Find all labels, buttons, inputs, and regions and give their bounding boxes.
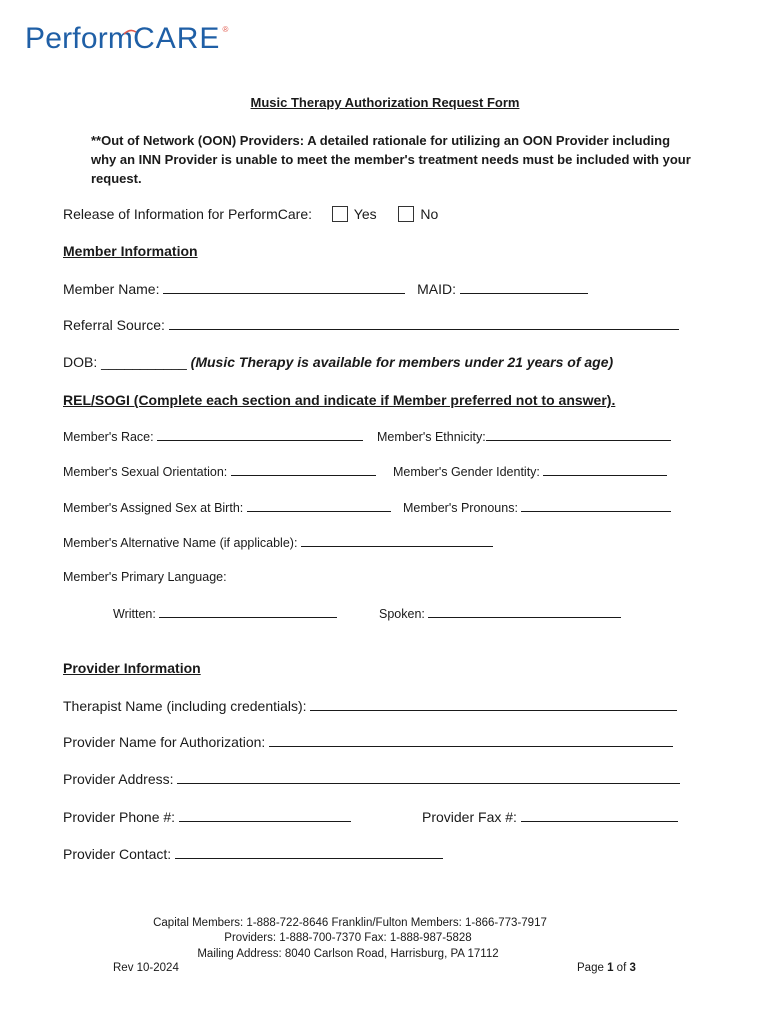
member-name-label: Member Name: (63, 281, 160, 297)
sex-row (63, 499, 391, 515)
footer-members-phones: Capital Members: 1-888-722-8646 Franklin/Fulton Members: 1-866-773-7917 (153, 917, 547, 929)
contact-row (63, 846, 443, 862)
member-name-row (63, 281, 588, 297)
altname-label: Member's Alternative Name (if applicable): (63, 536, 298, 550)
pronouns-label: Member's Pronouns: (403, 501, 518, 515)
relsogi-heading: REL/SOGI (Complete each section and indicate if Member preferred not to answer). (63, 392, 616, 408)
race-field[interactable] (157, 428, 363, 441)
sex-field[interactable] (247, 499, 391, 512)
fax-field[interactable] (521, 809, 678, 822)
gender-field[interactable] (543, 463, 667, 476)
pronouns-row (403, 499, 671, 515)
logo-arc-icon (123, 29, 137, 35)
oon-note: **Out of Network (OON) Providers: A detailed rationale for utilizing an OON Provider including why an INN Provider is unable to meet the member's treatment needs must be included with your request. (91, 133, 691, 186)
referral-label: Referral Source: (63, 317, 165, 333)
logo-registered-mark: ® (222, 25, 229, 34)
therapist-field[interactable] (310, 698, 677, 711)
ethnicity-row (377, 428, 671, 444)
phone-label: Provider Phone #: (63, 809, 176, 825)
address-label: Provider Address: (63, 771, 174, 787)
release-yes-label: Yes (353, 206, 377, 222)
orientation-label: Member's Sexual Orientation: (63, 465, 228, 479)
referral-field[interactable] (169, 317, 679, 330)
dob-label: DOB: (63, 354, 98, 370)
fax-row (422, 809, 678, 825)
release-row (63, 206, 438, 222)
altname-field[interactable] (301, 534, 493, 547)
footer-mailing-address: Mailing Address: 8040 Carlson Road, Harrisburg, PA 17112 (197, 948, 499, 960)
ethnicity-field[interactable] (486, 428, 671, 441)
spoken-label: Spoken: (379, 607, 425, 621)
dob-note: (Music Therapy is available for members under 21 years of age) (190, 354, 614, 370)
footer-page-number (577, 962, 636, 974)
release-no-checkbox[interactable] (398, 206, 414, 222)
gender-row (393, 463, 667, 479)
spoken-row (379, 605, 621, 621)
race-row (63, 428, 363, 444)
release-no-label: No (420, 206, 439, 222)
dob-row (63, 354, 613, 370)
footer-revision: Rev 10-2024 (113, 962, 179, 974)
referral-row (63, 317, 679, 333)
therapist-label: Therapist Name (including credentials): (63, 698, 307, 714)
written-field[interactable] (159, 605, 337, 618)
spoken-field[interactable] (428, 605, 621, 618)
maid-label: MAID: (417, 281, 457, 297)
logo-care-text: CARE (133, 22, 221, 55)
auth-name-row (63, 734, 673, 750)
member-info-heading: Member Information (63, 243, 198, 259)
gender-label: Member's Gender Identity: (393, 465, 540, 479)
contact-field[interactable] (175, 846, 443, 859)
orientation-row (63, 463, 376, 479)
sex-label: Member's Assigned Sex at Birth: (63, 501, 244, 515)
release-label: Release of Information for PerformCare: (63, 206, 312, 222)
member-name-field[interactable] (163, 281, 405, 294)
maid-field[interactable] (460, 281, 588, 294)
written-label: Written: (113, 607, 156, 621)
provider-info-heading: Provider Information (63, 660, 201, 676)
phone-row (63, 809, 351, 825)
release-yes-checkbox[interactable] (332, 206, 348, 222)
contact-label: Provider Contact: (63, 846, 172, 862)
page-total: 3 (629, 962, 636, 974)
auth-name-field[interactable] (269, 734, 673, 747)
pronouns-field[interactable] (521, 499, 671, 512)
race-label: Member's Race: (63, 430, 154, 444)
logo-perform-text: Perform (25, 22, 134, 55)
language-label: Member's Primary Language: (63, 570, 227, 584)
ethnicity-label: Member's Ethnicity: (377, 430, 486, 444)
page-current: 1 (607, 962, 614, 974)
page-prefix: Page (577, 962, 604, 974)
therapist-row (63, 698, 677, 714)
phone-field[interactable] (179, 809, 351, 822)
footer-provider-phones: Providers: 1-888-700-7370 Fax: 1-888-987-5828 (224, 932, 472, 944)
address-row (63, 771, 680, 787)
auth-name-label: Provider Name for Authorization: (63, 734, 266, 750)
page-of: of (616, 962, 627, 974)
written-row (113, 605, 337, 621)
orientation-field[interactable] (231, 463, 376, 476)
fax-label: Provider Fax #: (422, 809, 517, 825)
address-field[interactable] (177, 771, 680, 784)
altname-row (63, 534, 493, 550)
dob-field[interactable]: ___________ (101, 354, 187, 370)
form-title: Music Therapy Authorization Request Form (250, 95, 520, 110)
